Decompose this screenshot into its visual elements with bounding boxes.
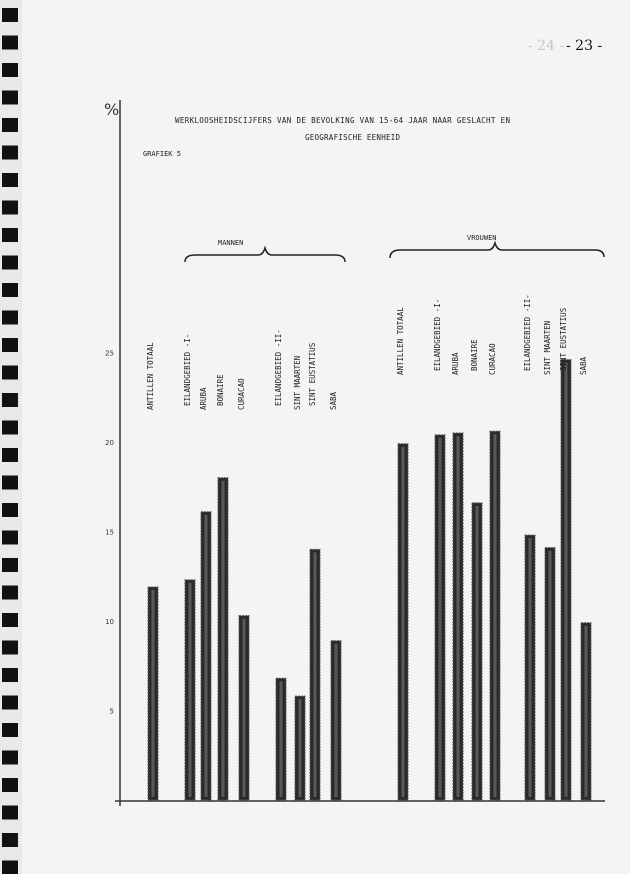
bar-hatch xyxy=(222,481,225,797)
binding-ring xyxy=(2,366,18,380)
bar-hatch xyxy=(529,538,532,797)
spiral-binding xyxy=(2,8,18,874)
category-label: SINT MAARTEN xyxy=(293,355,302,410)
bar-hatch xyxy=(494,434,497,797)
binding-ring xyxy=(2,118,18,132)
binding-ring xyxy=(2,283,18,297)
bar-hatch xyxy=(335,644,338,797)
binding-ring xyxy=(2,503,18,517)
binding-ring xyxy=(2,173,18,187)
binding-ring xyxy=(2,8,18,22)
category-label: SINT EUSTATIUS xyxy=(559,307,568,371)
binding-ring xyxy=(2,338,18,352)
bracket-mannen xyxy=(185,248,345,262)
bar-hatch xyxy=(152,590,155,797)
bracket-vrouwen xyxy=(390,243,604,258)
bar-hatch xyxy=(565,363,568,797)
chart-title: WERKLOOSHEIDSCIJFERS VAN DE BEVOLKING VAN 15-64 JAAR NAAR GESLACHT EN xyxy=(175,116,510,125)
bar-hatch xyxy=(585,626,588,797)
binding-ring xyxy=(2,201,18,215)
bar-hatch xyxy=(476,506,479,797)
y-tick-label: 5 xyxy=(109,707,114,716)
group-label-mannen: MANNEN xyxy=(218,239,244,247)
category-label: SINT MAARTEN xyxy=(543,320,552,375)
binding-ring xyxy=(2,586,18,600)
chart-label: GRAFIEK 5 xyxy=(143,150,181,158)
binding-ring xyxy=(2,256,18,270)
y-tick-label: 20 xyxy=(105,439,114,447)
bar-hatch xyxy=(205,515,208,797)
faint-page-number: - 24 - xyxy=(528,38,565,54)
binding-ring xyxy=(2,751,18,765)
bar-hatch xyxy=(439,438,442,797)
binding-ring xyxy=(2,531,18,545)
binding-ring xyxy=(2,641,18,655)
category-label: BONAIRE xyxy=(216,374,225,406)
binding-ring xyxy=(2,36,18,50)
category-label: ANTILLEN TOTAAL xyxy=(396,307,405,375)
category-label: EILANDGEBIED -II- xyxy=(523,294,532,371)
category-label: ANTILLEN TOTAAL xyxy=(146,342,155,410)
binding-ring xyxy=(2,63,18,77)
category-label: ARUBA xyxy=(451,352,460,375)
bar-hatch xyxy=(314,552,317,797)
category-label: EILANDGEBIED -I- xyxy=(433,298,442,371)
bar-hatch xyxy=(402,447,405,797)
chart-title-line2: GEOGRAFISCHE EENHEID xyxy=(305,133,400,142)
binding-ring xyxy=(2,558,18,572)
bar-hatch xyxy=(457,436,460,797)
category-label: CURACAO xyxy=(488,343,497,375)
binding-ring xyxy=(2,833,18,847)
category-label: CURACAO xyxy=(237,378,246,410)
binding-ring xyxy=(2,448,18,462)
category-label: SABA xyxy=(579,356,588,375)
binding-ring xyxy=(2,311,18,325)
category-label: EILANDGEBIED -I- xyxy=(183,333,192,406)
y-tick-label: 15 xyxy=(105,528,114,537)
binding-ring xyxy=(2,806,18,820)
bar-hatch xyxy=(243,619,246,797)
page-number: - 23 - xyxy=(566,38,603,54)
binding-ring xyxy=(2,393,18,407)
bar-hatch xyxy=(280,681,283,797)
group-label-vrouwen: VROUWEN xyxy=(467,234,497,242)
binding-ring xyxy=(2,723,18,737)
binding-ring xyxy=(2,861,18,874)
binding-ring xyxy=(2,91,18,105)
binding-ring xyxy=(2,613,18,627)
binding-ring xyxy=(2,778,18,792)
binding-ring xyxy=(2,228,18,242)
category-label: ARUBA xyxy=(199,387,208,410)
binding-ring xyxy=(2,668,18,682)
bar-hatch xyxy=(549,551,552,797)
category-label: SINT EUSTATIUS xyxy=(308,342,317,406)
binding-ring xyxy=(2,421,18,435)
y-axis-label: % xyxy=(104,100,120,119)
binding-ring xyxy=(2,146,18,160)
binding-ring xyxy=(2,476,18,490)
y-tick-label: 25 xyxy=(105,349,114,358)
category-label: EILANDGEBIED -II- xyxy=(274,329,283,406)
category-label: SABA xyxy=(329,391,338,410)
bar-hatch xyxy=(189,583,192,797)
bar-hatch xyxy=(299,699,302,797)
y-tick-label: 10 xyxy=(105,618,114,626)
binding-ring xyxy=(2,696,18,710)
category-label: BONAIRE xyxy=(470,339,479,371)
